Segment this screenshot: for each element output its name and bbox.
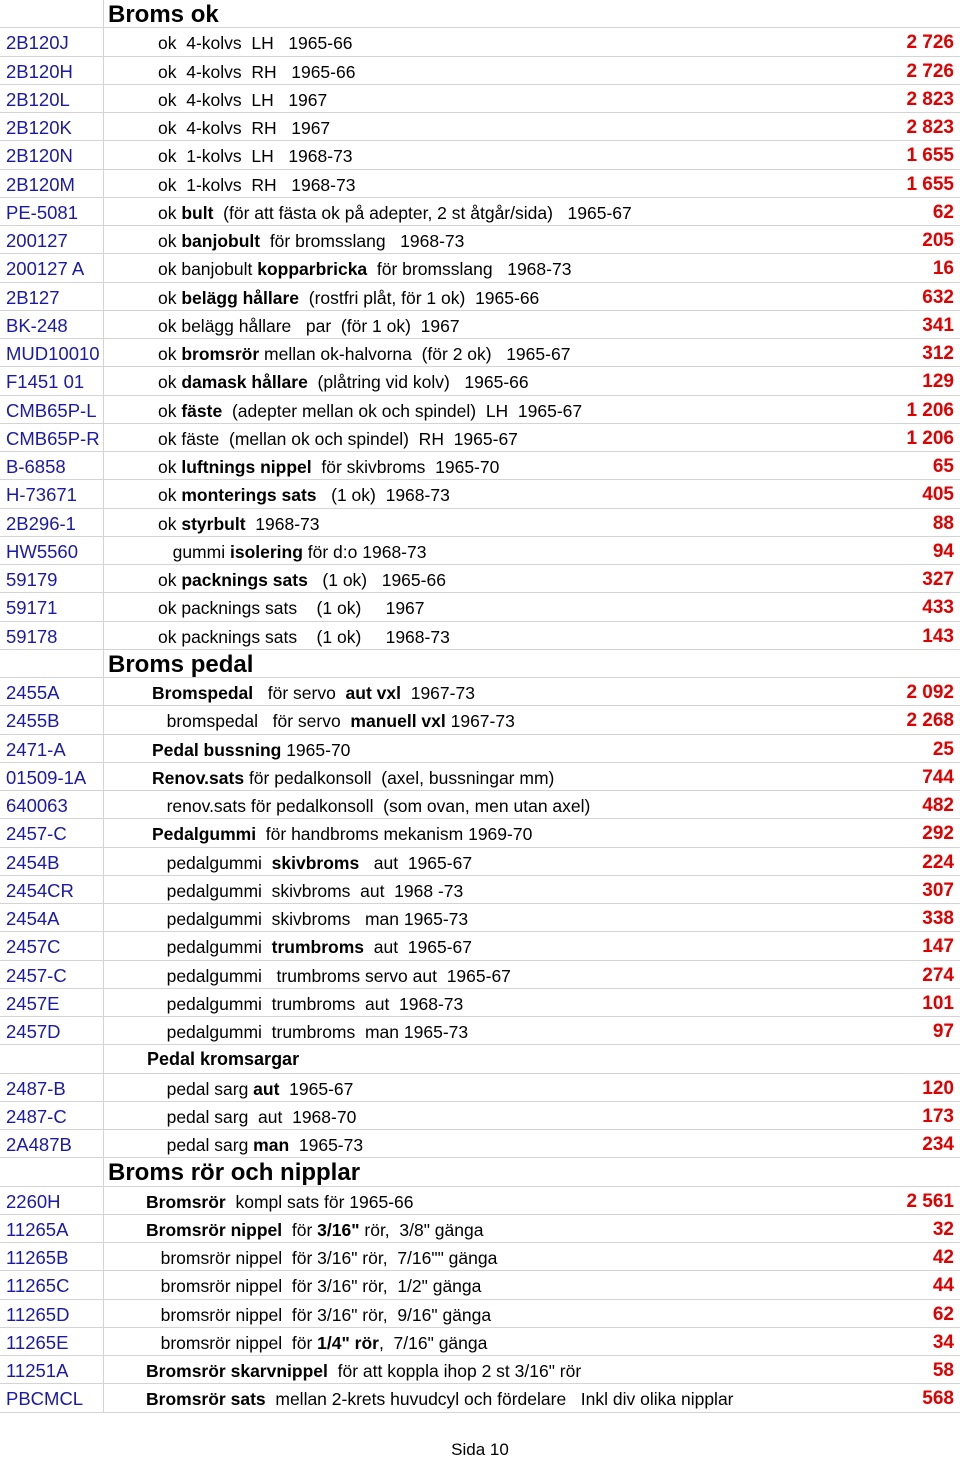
column-divider (103, 339, 104, 367)
price: 58 (932, 1360, 954, 1381)
price-list-row (0, 904, 960, 932)
price: 2 823 (906, 117, 954, 138)
price: 482 (922, 795, 954, 816)
price: 2 823 (906, 88, 954, 110)
price-list-row (0, 763, 960, 791)
part-number: 2B120N (6, 145, 73, 167)
price-list-row (0, 141, 960, 169)
price: 62 (932, 1303, 954, 1325)
price: 2 726 (906, 32, 954, 54)
price-list-row (0, 1215, 960, 1243)
price: 143 (922, 625, 954, 647)
part-description: ok packnings sats (1 ok) 1968-73 (158, 626, 450, 647)
price: 173 (922, 1105, 954, 1127)
price: 34 (932, 1331, 954, 1353)
price: 327 (922, 569, 954, 590)
column-divider (103, 226, 104, 254)
part-number: 11265D (6, 1303, 70, 1325)
price: 234 (922, 1134, 954, 1155)
part-description: pedal sarg man 1965-73 (152, 1135, 364, 1155)
column-divider (103, 113, 104, 141)
price: 97 (932, 1021, 954, 1042)
column-divider (103, 1017, 104, 1045)
column-divider (103, 1271, 104, 1299)
price-list-row (0, 1074, 960, 1102)
column-divider (103, 283, 104, 311)
price-list-row (0, 537, 960, 565)
part-number: 2B120K (6, 117, 72, 138)
part-number: 640063 (6, 795, 68, 816)
column-divider (103, 961, 104, 989)
part-description: ok damask hållare (plåtring vid kolv) 1965-66 (158, 372, 529, 393)
part-description: bromspedal för servo manuell vxl 1967-73 (152, 711, 515, 732)
part-number: 2487-B (6, 1077, 66, 1099)
part-number: 59171 (6, 597, 58, 619)
part-description: ok 1-kolvs RH 1968-73 (158, 174, 356, 195)
part-number: 2B120J (6, 32, 69, 54)
price: 44 (932, 1275, 954, 1297)
price-list-row (0, 1300, 960, 1328)
part-number: 2471-A (6, 738, 66, 760)
price: 1 206 (906, 427, 954, 449)
column-divider (103, 622, 104, 650)
column-divider (103, 932, 104, 960)
price-list-row (0, 170, 960, 198)
section-title: Broms ok (108, 1, 219, 28)
price-list-row (0, 509, 960, 537)
price: 94 (932, 540, 954, 562)
column-divider (103, 424, 104, 452)
section-title: Broms rör och nipplar (108, 1159, 361, 1187)
part-number: 2B296-1 (6, 512, 76, 534)
part-number: 2454A (6, 908, 60, 929)
part-description: ok packnings sats (1 ok) 1965-66 (158, 570, 446, 590)
column-divider (103, 1356, 104, 1384)
part-description: ok 4-kolvs LH 1967 (158, 89, 328, 110)
part-number: 59179 (6, 569, 58, 590)
part-number: 2457C (6, 936, 61, 958)
price: 147 (922, 936, 954, 958)
price-list-row (0, 848, 960, 876)
column-divider (103, 650, 104, 678)
part-number: BK-248 (6, 314, 68, 336)
price: 744 (922, 766, 954, 788)
price: 1 655 (906, 173, 954, 195)
part-number: 11251A (6, 1360, 69, 1381)
column-divider (103, 1130, 104, 1158)
part-number: 2455B (6, 710, 60, 732)
price: 62 (932, 201, 954, 223)
section-header-row (0, 1158, 960, 1186)
column-divider (103, 593, 104, 621)
column-divider (103, 1243, 104, 1271)
part-description: ok banjobult för bromsslang 1968-73 (158, 231, 465, 251)
price-list-row (0, 452, 960, 480)
part-number: 2B120H (6, 60, 73, 82)
price-list-row (0, 254, 960, 282)
price-list-row (0, 1328, 960, 1356)
part-description: bromsrör nippel för 3/16" rör, 1/2" gänga (146, 1276, 482, 1297)
column-divider (103, 509, 104, 537)
part-number: 2B127 (6, 286, 60, 308)
price-list-row (0, 1187, 960, 1215)
price-list-row (0, 1102, 960, 1130)
part-description: pedalgummi skivbroms aut 1968 -73 (152, 880, 464, 901)
column-divider (103, 819, 104, 847)
part-description: ok banjobult kopparbricka för bromsslang 1968-73 (158, 259, 572, 280)
price: 101 (922, 992, 954, 1014)
part-number: 2455A (6, 682, 60, 703)
column-divider (103, 311, 104, 339)
column-divider (103, 791, 104, 819)
price-list-row (0, 791, 960, 819)
price: 568 (922, 1388, 954, 1410)
column-divider (103, 1158, 104, 1186)
part-number: PBCMCL (6, 1388, 84, 1410)
price: 65 (932, 456, 954, 477)
price-list-row (0, 1130, 960, 1158)
part-description: Renov.sats för pedalkonsoll (axel, bussningar mm) (152, 767, 555, 788)
price-list-row (0, 735, 960, 763)
part-description: Pedal bussning 1965-70 (152, 739, 351, 760)
price: 88 (932, 512, 954, 534)
part-number: 01509-1A (6, 766, 87, 788)
price: 224 (922, 851, 954, 873)
section-header-row (0, 0, 960, 28)
column-divider (103, 848, 104, 876)
part-number: 2457-C (6, 964, 67, 986)
subsection-header-row (0, 1045, 960, 1073)
section-header-row (0, 650, 960, 678)
column-divider (103, 706, 104, 734)
part-description: pedalgummi trumbroms man 1965-73 (152, 1022, 469, 1042)
part-number: 11265B (6, 1247, 69, 1268)
price: 32 (932, 1218, 954, 1240)
price: 2 092 (906, 682, 954, 703)
part-description: ok packnings sats (1 ok) 1967 (158, 598, 425, 619)
price: 1 206 (906, 399, 954, 421)
part-description: gummi isolering för d:o 1968-73 (158, 541, 427, 562)
price: 120 (922, 1077, 954, 1099)
price-list-row (0, 622, 960, 650)
part-description: ok monterings sats (1 ok) 1968-73 (158, 485, 450, 506)
column-divider (103, 1102, 104, 1130)
price-list-row (0, 28, 960, 56)
price-list-row (0, 198, 960, 226)
part-number: 2454B (6, 851, 60, 873)
part-description: Pedalgummi för handbroms mekanism 1969-70 (152, 824, 533, 845)
price: 129 (922, 371, 954, 393)
price-list-row (0, 932, 960, 960)
part-number: 200127 (6, 230, 68, 251)
part-number: PE-5081 (6, 201, 78, 223)
column-divider (103, 254, 104, 282)
column-divider (103, 735, 104, 763)
price-list-row (0, 1356, 960, 1384)
price: 632 (922, 286, 954, 308)
column-divider (103, 1215, 104, 1243)
part-description: ok 4-kolvs RH 1965-66 (158, 61, 356, 82)
part-number: H-73671 (6, 484, 77, 506)
column-divider (103, 989, 104, 1017)
column-divider (103, 537, 104, 565)
part-number: 11265E (6, 1331, 69, 1353)
price: 338 (922, 908, 954, 929)
price-list-row (0, 961, 960, 989)
price: 2 726 (906, 60, 954, 82)
part-number: 2454CR (6, 879, 74, 901)
part-number: F1451 01 (6, 371, 85, 393)
price-list-row (0, 57, 960, 85)
column-divider (103, 141, 104, 169)
part-number: HW5560 (6, 540, 78, 562)
column-divider (103, 1045, 104, 1073)
column-divider (103, 28, 104, 56)
part-number: 11265C (6, 1275, 70, 1297)
part-number: 2260H (6, 1190, 61, 1212)
part-description: Bromsrör skarvnippel för att koppla ihop 2 st 3/16" rör (146, 1361, 582, 1381)
part-description: ok bromsrör mellan ok-halvorna (för 2 ok) 1965-67 (158, 344, 571, 364)
column-divider (103, 85, 104, 113)
column-divider (103, 452, 104, 480)
price-list-row (0, 339, 960, 367)
part-description: bromsrör nippel för 1/4" rör, 7/16" gänga (146, 1332, 488, 1353)
part-description: pedalgummi trumbroms servo aut 1965-67 (152, 965, 511, 986)
column-divider (103, 678, 104, 706)
column-divider (103, 565, 104, 593)
price: 292 (922, 823, 954, 845)
part-description: ok styrbult 1968-73 (158, 513, 320, 534)
part-description: Bromsrör sats mellan 2-krets huvudcyl och fördelare Inkl div olika nipplar (146, 1389, 734, 1410)
column-divider (103, 1300, 104, 1328)
part-number: 2487-C (6, 1105, 67, 1127)
column-divider (103, 876, 104, 904)
section-title: Broms pedal (108, 650, 254, 678)
price-list-row (0, 85, 960, 113)
part-description: pedalgummi trumbroms aut 1965-67 (152, 937, 473, 958)
part-description: ok 1-kolvs LH 1968-73 (158, 146, 353, 167)
part-number: 2B120M (6, 173, 75, 195)
price: 307 (922, 879, 954, 901)
part-description: ok 4-kolvs RH 1967 (158, 118, 331, 138)
part-number: 59178 (6, 625, 58, 647)
part-description: ok belägg hållare (rostfri plåt, för 1 ok) 1965-66 (158, 287, 540, 308)
part-number: 2457D (6, 1021, 61, 1042)
price-list-row (0, 706, 960, 734)
part-number: 2B120L (6, 88, 70, 110)
part-description: Bromspedal för servo aut vxl 1967-73 (152, 683, 475, 703)
price-list-row (0, 1017, 960, 1045)
column-divider (103, 1328, 104, 1356)
part-description: bromsrör nippel för 3/16" rör, 7/16"" gänga (146, 1248, 498, 1268)
price-list-row (0, 311, 960, 339)
column-divider (103, 1187, 104, 1215)
price-list-row (0, 1243, 960, 1271)
price: 2 561 (906, 1190, 954, 1212)
column-divider (103, 1384, 104, 1412)
part-description: pedalgummi trumbroms aut 1968-73 (152, 993, 464, 1014)
price-list-row (0, 1271, 960, 1299)
column-divider (103, 0, 104, 28)
part-description: pedal sarg aut 1965-67 (152, 1078, 354, 1099)
part-description: pedalgummi skivbroms aut 1965-67 (152, 852, 473, 873)
column-divider (103, 57, 104, 85)
price-list-row (0, 367, 960, 395)
price: 42 (932, 1247, 954, 1268)
column-divider (103, 367, 104, 395)
price-list-row (0, 593, 960, 621)
price: 25 (932, 738, 954, 760)
price: 405 (922, 484, 954, 506)
price: 341 (922, 314, 954, 336)
price-list-row (0, 396, 960, 424)
part-description: Bromsrör nippel för 3/16" rör, 3/8" gänga (146, 1219, 484, 1240)
part-description: ok luftnings nippel för skivbroms 1965-70 (158, 457, 500, 477)
part-description: pedal sarg aut 1968-70 (152, 1106, 357, 1127)
part-description: renov.sats för pedalkonsoll (som ovan, men utan axel) (152, 796, 591, 816)
price: 1 655 (906, 145, 954, 167)
price: 274 (922, 964, 954, 986)
part-description: Bromsrör kompl sats för 1965-66 (146, 1191, 414, 1212)
price-list-row (0, 989, 960, 1017)
part-number: 2457-C (6, 823, 67, 845)
part-number: 2457E (6, 992, 60, 1014)
part-number: MUD10010 (6, 343, 100, 364)
price: 16 (932, 258, 954, 280)
part-description: ok belägg hållare par (för 1 ok) 1967 (158, 315, 460, 336)
column-divider (103, 904, 104, 932)
price-list-row (0, 480, 960, 508)
subsection-title: Pedal kromsargar (147, 1049, 300, 1070)
price-list-row (0, 678, 960, 706)
price: 433 (922, 597, 954, 619)
price-list-row (0, 565, 960, 593)
column-divider (103, 396, 104, 424)
column-divider (103, 763, 104, 791)
price-list-row (0, 226, 960, 254)
part-description: ok fäste (adepter mellan ok och spindel) LH 1965-67 (158, 400, 583, 421)
part-description: pedalgummi skivbroms man 1965-73 (152, 909, 469, 929)
price-list-row (0, 113, 960, 141)
price: 2 268 (906, 710, 954, 732)
part-number: 2A487B (6, 1134, 72, 1155)
price: 205 (922, 230, 954, 251)
column-divider (103, 480, 104, 508)
part-description: ok fäste (mellan ok och spindel) RH 1965-67 (158, 428, 518, 449)
part-description: ok 4-kolvs LH 1965-66 (158, 33, 353, 54)
column-divider (103, 1074, 104, 1102)
part-number: 200127 A (6, 258, 85, 280)
part-number: 11265A (6, 1218, 69, 1240)
part-number: CMB65P-R (6, 427, 100, 449)
column-divider (103, 170, 104, 198)
price-list-row (0, 424, 960, 452)
price-list-row (0, 876, 960, 904)
part-number: CMB65P-L (6, 399, 97, 421)
part-description: ok bult (för att fästa ok på adepter, 2 st åtgår/sida) 1965-67 (158, 202, 632, 223)
part-description: bromsrör nippel för 3/16" rör, 9/16" gänga (146, 1304, 492, 1325)
price-list-row (0, 1384, 960, 1412)
price-list-row (0, 819, 960, 847)
part-number: B-6858 (6, 456, 66, 477)
column-divider (103, 198, 104, 226)
price: 312 (922, 343, 954, 364)
price-list-row (0, 283, 960, 311)
page-number: Sida 10 (451, 1440, 509, 1459)
